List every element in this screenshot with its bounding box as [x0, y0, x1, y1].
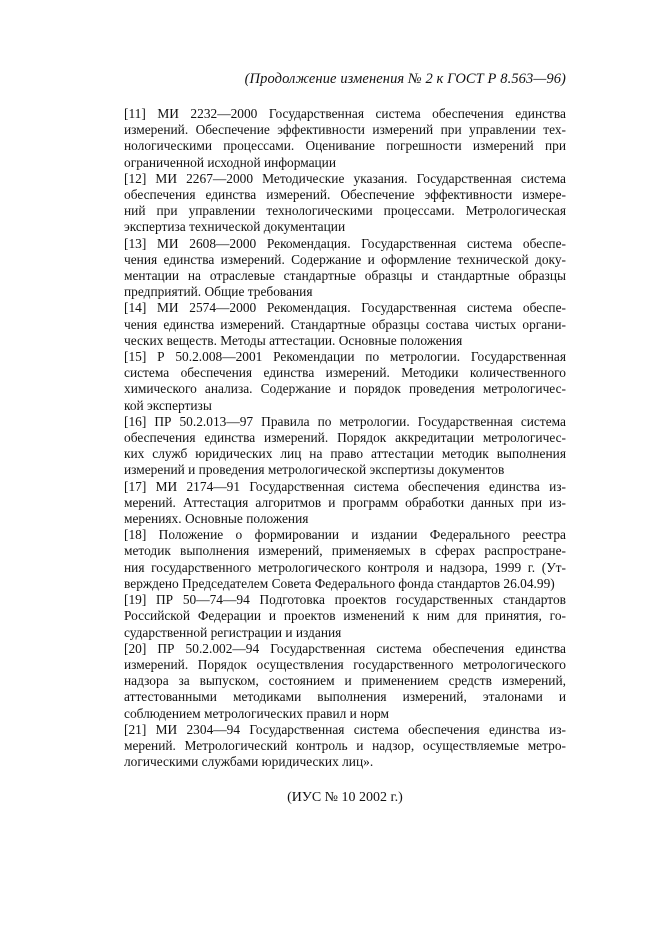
- reference-line: ментации на отраслевые стандартные образцы и стандартные образцы: [124, 268, 566, 284]
- reference-line: сударственной регистрации и издания: [124, 624, 342, 640]
- reference-line: [13] МИ 2608—2000 Рекомендация. Государственная система обеспе-: [124, 235, 566, 251]
- reference-entry: [124, 641, 566, 722]
- reference-line: [14] МИ 2574—2000 Рекомендация. Государственная система обеспе-: [124, 300, 566, 316]
- reference-entry: [124, 414, 566, 479]
- reference-line: [18] Положение о формировании и издании Федерального реестра: [124, 527, 566, 543]
- reference-line: [20] ПР 50.2.002—94 Государственная система обеспечения единства: [124, 640, 566, 656]
- reference-line: чения единства измерений. Стандартные образцы состава чистых органи-: [124, 316, 566, 332]
- reference-line: измерений. Обеспечение эффективности измерений при управлении тех-: [124, 122, 566, 138]
- reference-line: система обеспечения единства измерений. Методики количественного: [124, 365, 566, 381]
- reference-line: ний при управлении технологическими процессами. Метрологическая: [124, 203, 566, 219]
- reference-line: методик выполнения измерений, применяемых в сферах распростране-: [124, 543, 566, 559]
- reference-line: ния государственного метрологического контроля и надзора, 1999 г. (Ут-: [124, 559, 566, 575]
- reference-line: [11] МИ 2232—2000 Государственная система обеспечения единства: [124, 106, 566, 121]
- reference-entry: [124, 349, 566, 414]
- reference-line: надзора за выпуском, состоянием и применением средств измерений,: [124, 673, 566, 689]
- reference-line: [19] ПР 50—74—94 Подготовка проектов государственных стандартов: [124, 592, 566, 608]
- reference-line: аттестованными методиками выполнения измерений, эталонами и: [124, 689, 566, 705]
- reference-line: обеспечения единства измерений. Порядок аккредитации метрологичес-: [124, 430, 566, 446]
- reference-line: предприятий. Общие требования: [124, 284, 313, 300]
- reference-line: измерений и проведения метрологической экспертизы документов: [124, 462, 505, 478]
- reference-line: кой экспертизы: [124, 397, 212, 413]
- document-page: [124, 70, 566, 806]
- issue-footnote: (ИУС № 10 2002 г.): [287, 790, 403, 806]
- reference-line: нологическими процессами. Оценивание погрешности измерений при: [124, 138, 566, 154]
- reference-line: экспертиза технической документации: [124, 219, 346, 235]
- reference-entry: [124, 171, 566, 236]
- reference-line: верждено Председателем Совета Федерального фонда стандартов 26.04.99): [124, 575, 555, 591]
- reference-entry: [124, 722, 566, 771]
- reference-line: Российской Федерации и проектов изменений к ним для принятия, го-: [124, 608, 566, 624]
- reference-line: логическими службами юридических лиц».: [124, 754, 374, 770]
- reference-entry: [124, 592, 566, 641]
- reference-line: обеспечения единства измерений. Обеспечение эффективности измере-: [124, 187, 566, 203]
- reference-line: [21] МИ 2304—94 Государственная система обеспечения единства из-: [124, 721, 566, 737]
- reference-line: химического анализа. Содержание и порядок проведения метрологичес-: [124, 381, 566, 397]
- reference-entry: [124, 300, 566, 349]
- reference-entry: [124, 479, 566, 528]
- reference-line: мерений. Аттестация алгоритмов и программ обработки данных при из-: [124, 494, 566, 510]
- reference-entry: [124, 527, 566, 592]
- reference-line: [15] Р 50.2.008—2001 Рекомендации по метрологии. Государственная: [124, 349, 566, 365]
- reference-line: [12] МИ 2267—2000 Методические указания. Государственная система: [124, 170, 566, 186]
- reference-list: [124, 106, 566, 770]
- reference-line: мерениях. Основные положения: [124, 511, 309, 527]
- reference-entry: [124, 106, 566, 171]
- reference-line: мерений. Метрологический контроль и надзор, осуществляемые метро-: [124, 737, 566, 753]
- reference-line: измерений. Порядок осуществления государственного метрологического: [124, 656, 566, 672]
- reference-entry: [124, 236, 566, 301]
- reference-line: [16] ПР 50.2.013—97 Правила по метрологии. Государственная система: [124, 413, 566, 429]
- reference-line: ческих веществ. Методы аттестации. Основные положения: [124, 332, 463, 348]
- reference-line: чения единства измерений. Содержание и оформление технической доку-: [124, 251, 566, 267]
- reference-line: соблюдением метрологических правил и норм: [124, 705, 389, 721]
- reference-line: ограниченной исходной информации: [124, 154, 337, 170]
- continuation-header: (Продолжение изменения № 2 к ГОСТ Р 8.563—96): [244, 71, 566, 87]
- reference-line: ких служб юридических лиц на право аттестации методик выполнения: [124, 446, 566, 462]
- reference-line: [17] МИ 2174—91 Государственная система обеспечения единства из-: [124, 478, 566, 494]
